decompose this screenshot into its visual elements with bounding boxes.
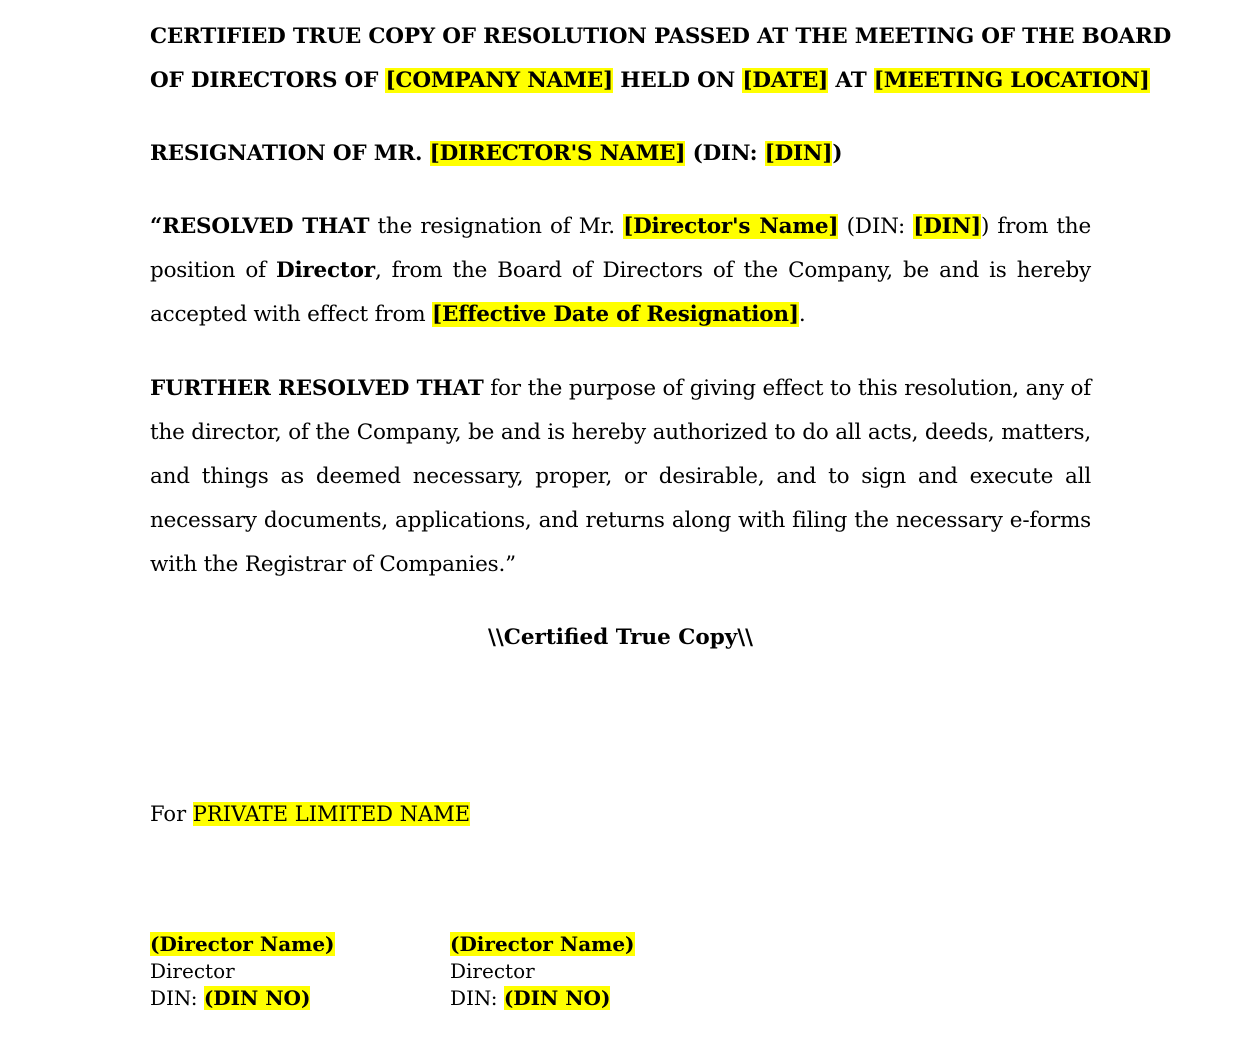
din-label: DIN: [150,986,204,1010]
din-label: DIN: [450,986,504,1010]
effective-date-placeholder: [Effective Date of Resignation] [432,302,799,327]
din-number-placeholder: (DIN NO) [503,986,611,1010]
meeting-location-placeholder: [MEETING LOCATION] [873,68,1150,93]
signatory-2 [450,931,635,1012]
director-name-placeholder: [Director's Name] [623,214,839,239]
for-label: For [150,802,193,826]
title-text: OF DIRECTORS OF [150,68,386,93]
director-name-placeholder: [DIRECTOR'S NAME] [429,141,686,166]
title-text: HELD ON [612,68,743,93]
position-label: Director [276,258,375,283]
title-line-2 [150,59,1150,103]
signatory-role: Director [150,959,235,983]
company-name-placeholder: [COMPANY NAME] [385,68,613,93]
din-placeholder: [DIN] [913,214,981,239]
din-placeholder: [DIN] [764,141,833,166]
body-text: ) from the position of [150,214,1091,283]
document-title [150,15,1172,103]
subject-text: (DIN: [685,141,765,166]
company-name-placeholder: PRIVATE LIMITED NAME [192,802,471,826]
resolution-subject [150,132,1091,176]
body-text: (DIN: [838,214,914,239]
date-placeholder: [DATE] [742,68,829,93]
body-text: the resignation of Mr. [369,214,624,239]
body-text: for the purpose of giving effect to this resolution, any of the director, of the Company, be and is hereby authorized to do all acts, deeds, matters, and things as deemed necessary, proper, or desirable, and to sign and execute all necessary documents, applications, and returns along with filing the necessary e-forms with the Registrar of Companies.” [150,376,1092,577]
din-number-placeholder: (DIN NO) [203,986,311,1010]
title-text: AT [828,68,874,93]
signatory-name-placeholder: (Director Name) [450,932,635,956]
for-company-line [150,801,470,827]
subject-text: ) [832,141,843,166]
resolution-paragraph-2 [150,367,1091,587]
signatory-1 [150,931,335,1012]
body-text: , from the Board of Directors of the Company, be and is hereby accepted with effect from [150,258,1091,327]
subject-text: RESIGNATION OF MR. [150,141,430,166]
signatory-role: Director [450,959,535,983]
resolved-that-label: “RESOLVED THAT [150,214,370,239]
body-text: . [798,302,806,327]
certified-true-copy: \\Certified True Copy\\ [488,625,753,650]
title-line-1: CERTIFIED TRUE COPY OF RESOLUTION PASSED AT THE MEETING OF THE BOARD [150,24,1172,49]
resolution-paragraph-1 [150,205,1091,337]
further-resolved-label: FURTHER RESOLVED THAT [150,376,484,401]
signatory-name-placeholder: (Director Name) [150,932,335,956]
